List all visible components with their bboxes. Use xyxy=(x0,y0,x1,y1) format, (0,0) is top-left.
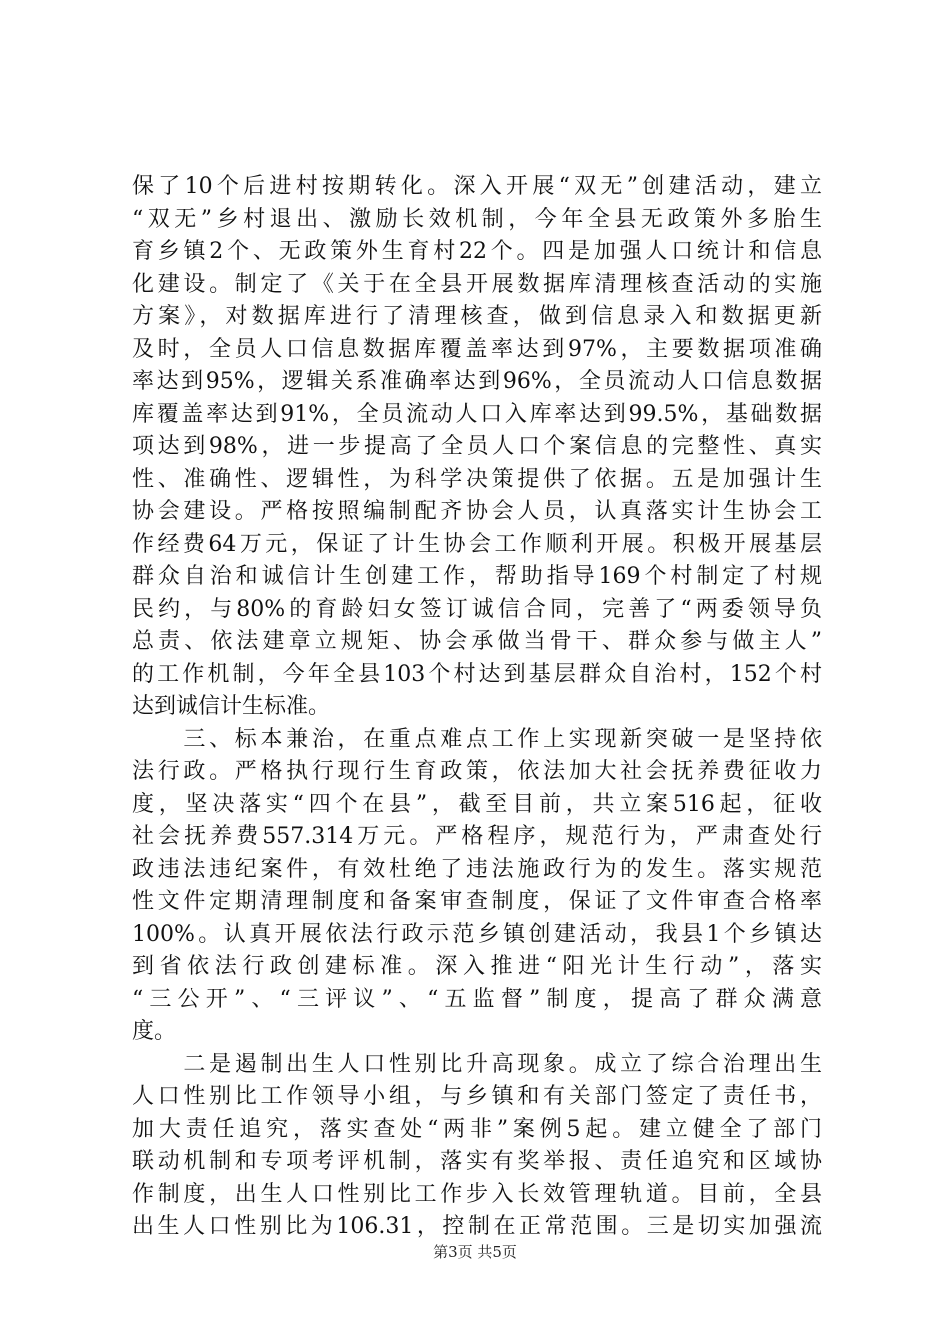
text-line: 到省依法行政创建标准。深入推进“阳光计生行动”，落实 xyxy=(132,954,822,979)
text-line: 保了10个后进村按期转化。深入开展“双无”创建活动，建立 xyxy=(132,174,822,199)
text-line: 社会抚养费557.314万元。严格程序，规范行为，严肃查处行 xyxy=(132,824,822,849)
text-line: 项达到98%，进一步提高了全员人口个案信息的完整性、真实 xyxy=(132,434,822,459)
text-line: 协会建设。严格按照编制配齐协会人员，认真落实计生协会工 xyxy=(132,499,822,524)
text-line: 的工作机制，今年全县103个村达到基层群众自治村，152个村 xyxy=(132,661,822,687)
text-line: 育乡镇2个、无政策外生育村22个。四是加强人口统计和信息 xyxy=(132,239,822,264)
text-line: 库覆盖率达到91%，全员流动人口入库率达到99.5%，基础数据 xyxy=(132,401,822,427)
text-line: 作经费64万元，保证了计生协会工作顺利开展。积极开展基层 xyxy=(132,531,822,557)
text-line: 出生人口性别比为106.31，控制在正常范围。三是切实加强流 xyxy=(132,1214,822,1239)
text-line: 人口性别比工作领导小组，与乡镇和有关部门签定了责任书， xyxy=(132,1084,822,1109)
text-line: “双无”乡村退出、激励长效机制，今年全县无政策外多胎生 xyxy=(132,206,822,232)
text-line: 二是遏制出生人口性别比升高现象。成立了综合治理出生 xyxy=(132,1051,822,1077)
text-line: 三、标本兼治，在重点难点工作上实现新突破一是坚持依 xyxy=(132,726,822,752)
text-line: 加大责任追究，落实查处“两非”案例5起。建立健全了部门 xyxy=(132,1116,822,1142)
text-line: 100%。认真开展依法行政示范乡镇创建活动，我县1个乡镇达 xyxy=(132,921,822,947)
text-line: 达到诚信计生标准。 xyxy=(132,694,331,719)
text-line: 性文件定期清理制度和备案审查制度，保证了文件审查合格率 xyxy=(132,889,822,914)
text-line: 方案》，对数据库进行了清理核查，做到信息录入和数据更新 xyxy=(132,304,822,329)
text-line: 作制度，出生人口性别比工作步入长效管理轨道。目前，全县 xyxy=(132,1181,822,1207)
text-line: 化建设。制定了《关于在全县开展数据库清理核查活动的实施 xyxy=(132,271,822,297)
text-line: 法行政。严格执行现行生育政策，依法加大社会抚养费征收力 xyxy=(132,759,822,784)
text-line: 总责、依法建章立规矩、协会承做当骨干、群众参与做主人” xyxy=(132,629,822,654)
body-text xyxy=(132,171,822,1244)
text-line: 群众自治和诚信计生创建工作，帮助指导169个村制定了村规 xyxy=(132,564,822,589)
text-line: 性、准确性、逻辑性，为科学决策提供了依据。五是加强计生 xyxy=(132,466,822,492)
page-footer: 第3页 共5页 xyxy=(433,1243,517,1261)
text-line: 政违法违纪案件，有效杜绝了违法施政行为的发生。落实规范 xyxy=(132,856,822,882)
text-line: 联动机制和专项考评机制，落实有奖举报、责任追究和区域协 xyxy=(132,1149,822,1174)
text-line: 民约，与80%的育龄妇女签订诚信合同，完善了“两委领导负 xyxy=(132,596,822,622)
text-line: 度。 xyxy=(132,1019,177,1044)
text-line: 及时，全员人口信息数据库覆盖率达到97%，主要数据项准确 xyxy=(132,336,822,362)
text-line: “三公开”、“三评议”、“五监督”制度，提高了群众满意 xyxy=(132,986,822,1012)
text-line: 率达到95%，逻辑关系准确率达到96%，全员流动人口信息数据 xyxy=(132,369,822,394)
text-line: 度，坚决落实“四个在县”，截至目前，共立案516起，征收 xyxy=(132,791,822,817)
